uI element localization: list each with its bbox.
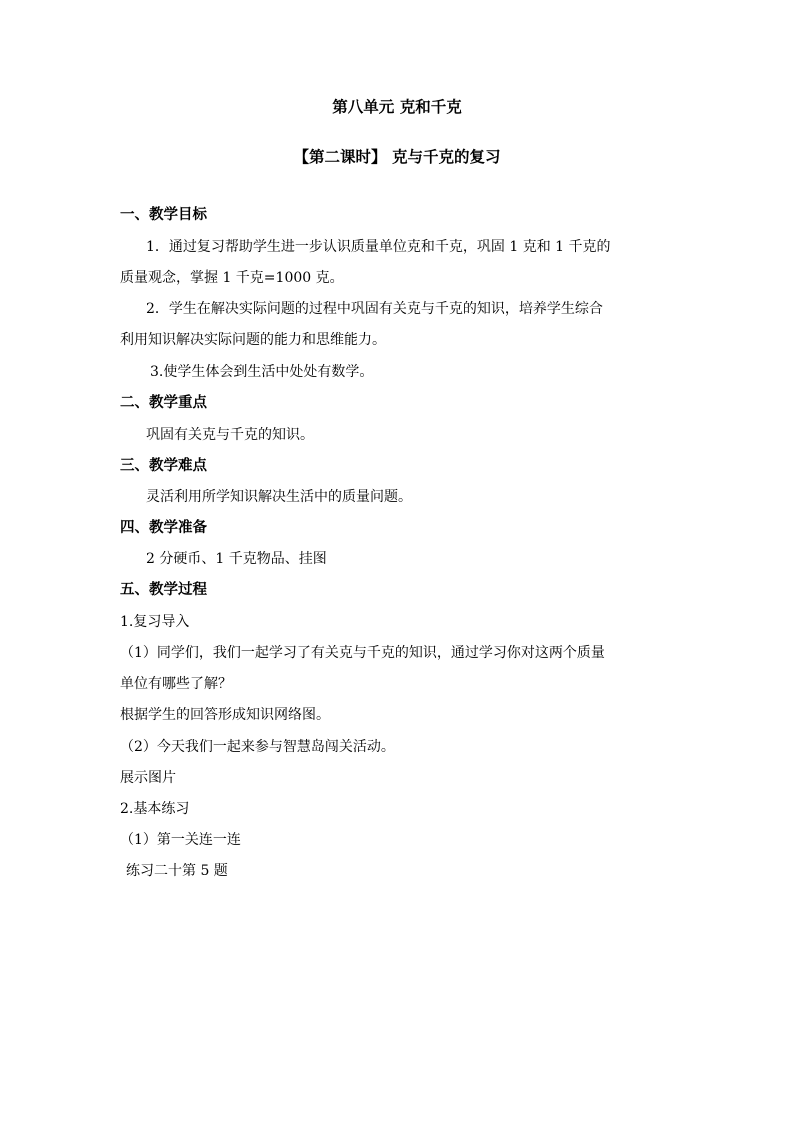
goal-item-3: 3.使学生体会到生活中处处有数学。 — [150, 364, 374, 380]
section-heading-goals: 一、教学目标 — [120, 206, 207, 223]
process-step-1: 1.复习导入 — [120, 614, 190, 630]
process-question-2: （2）今天我们一起来参与智慧岛闯关活动。 — [120, 739, 395, 755]
section-heading-prep: 四、教学准备 — [120, 519, 207, 536]
page-title: 第八单元 克和千克 — [332, 97, 462, 116]
process-question-3: （1）第一关连一连 — [120, 832, 241, 848]
process-note-2: 展示图片 — [120, 770, 176, 786]
difficulty-text: 灵活利用所学知识解决生活中的质量问题。 — [146, 489, 412, 505]
process-note-3: 练习二十第 5 题 — [126, 863, 228, 879]
goal-item-1-line-1: 1．通过复习帮助学生进一步认识质量单位克和千克，巩固 1 克和 1 千克的 — [146, 239, 611, 255]
goal-item-1-line-2: 质量观念，掌握 1 千克=1000 克。 — [120, 270, 344, 286]
process-question-1-line-1: （1）同学们，我们一起学习了有关克与千克的知识，通过学习你对这两个质量 — [120, 645, 605, 661]
process-note-1: 根据学生的回答形成知识网络图。 — [120, 707, 330, 723]
process-question-1-line-2: 单位有哪些了解？ — [120, 676, 232, 692]
section-heading-process: 五、教学过程 — [120, 581, 207, 598]
process-step-2: 2.基本练习 — [120, 801, 190, 817]
lesson-subtitle: 【第二课时】 克与千克的复习 — [293, 147, 501, 166]
goal-item-2-line-2: 利用知识解决实际问题的能力和思维能力。 — [120, 332, 386, 348]
prep-text: 2 分硬币、1 千克物品、挂图 — [146, 551, 327, 567]
section-heading-difficulty: 三、教学难点 — [120, 457, 207, 474]
section-heading-key: 二、教学重点 — [120, 394, 207, 411]
key-point-text: 巩固有关克与千克的知识。 — [146, 427, 314, 443]
goal-item-2-line-1: 2．学生在解决实际问题的过程中巩固有关克与千克的知识，培养学生综合 — [146, 301, 603, 317]
